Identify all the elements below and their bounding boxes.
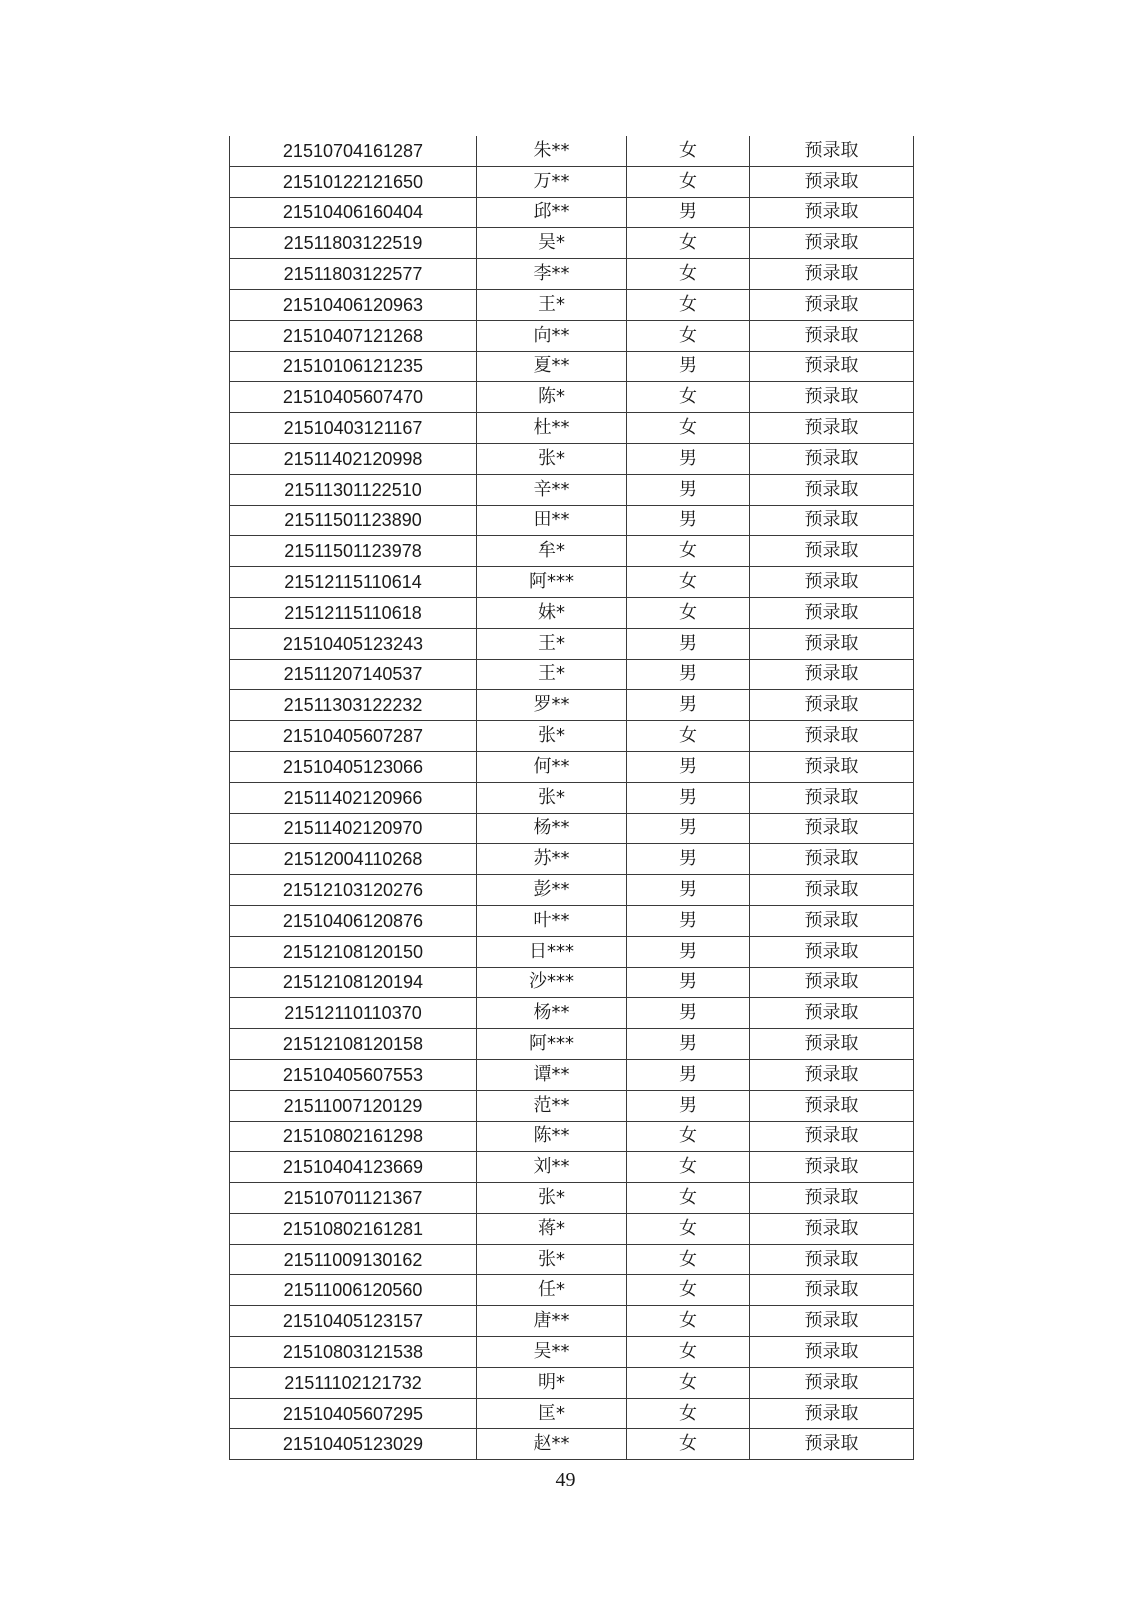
candidate-id-cell: 21510701121367 bbox=[230, 1183, 477, 1214]
admission-status-cell: 预录取 bbox=[750, 382, 914, 413]
candidate-gender-cell: 男 bbox=[627, 1059, 750, 1090]
admission-status-cell: 预录取 bbox=[750, 228, 914, 259]
admission-status-cell: 预录取 bbox=[750, 1367, 914, 1398]
table-row bbox=[230, 1398, 914, 1429]
candidate-name-cell: 向** bbox=[477, 320, 627, 351]
table-row bbox=[230, 597, 914, 628]
candidate-id-cell: 21510405607553 bbox=[230, 1059, 477, 1090]
admission-status-cell: 预录取 bbox=[750, 690, 914, 721]
candidate-gender-cell: 女 bbox=[627, 536, 750, 567]
candidate-gender-cell: 男 bbox=[627, 443, 750, 474]
candidate-name-cell: 谭** bbox=[477, 1059, 627, 1090]
table-row bbox=[230, 413, 914, 444]
admission-status-cell: 预录取 bbox=[750, 1059, 914, 1090]
candidate-id-cell: 21510406160404 bbox=[230, 197, 477, 228]
candidate-gender-cell: 女 bbox=[627, 382, 750, 413]
candidate-gender-cell: 女 bbox=[627, 597, 750, 628]
candidate-gender-cell: 男 bbox=[627, 690, 750, 721]
table-row bbox=[230, 1367, 914, 1398]
candidate-name-cell: 辛** bbox=[477, 474, 627, 505]
candidate-id-cell: 21510803121538 bbox=[230, 1337, 477, 1368]
admission-status-cell: 预录取 bbox=[750, 936, 914, 967]
admission-status-cell: 预录取 bbox=[750, 166, 914, 197]
table-row bbox=[230, 628, 914, 659]
candidate-id-cell: 21510405123066 bbox=[230, 751, 477, 782]
admission-status-cell: 预录取 bbox=[750, 474, 914, 505]
table-row bbox=[230, 197, 914, 228]
candidate-id-cell: 21510403121167 bbox=[230, 413, 477, 444]
candidate-gender-cell: 女 bbox=[627, 1275, 750, 1306]
candidate-id-cell: 21510404123669 bbox=[230, 1152, 477, 1183]
table-row bbox=[230, 905, 914, 936]
candidate-id-cell: 21510405607470 bbox=[230, 382, 477, 413]
candidate-name-cell: 王* bbox=[477, 659, 627, 690]
candidate-id-cell: 21511803122519 bbox=[230, 228, 477, 259]
table-row bbox=[230, 1059, 914, 1090]
candidate-gender-cell: 女 bbox=[627, 1213, 750, 1244]
admission-status-cell: 预录取 bbox=[750, 1152, 914, 1183]
admission-status-cell: 预录取 bbox=[750, 628, 914, 659]
table-row bbox=[230, 1121, 914, 1152]
candidate-gender-cell: 男 bbox=[627, 351, 750, 382]
candidate-gender-cell: 女 bbox=[627, 1337, 750, 1368]
admission-status-cell: 预录取 bbox=[750, 844, 914, 875]
candidate-gender-cell: 女 bbox=[627, 1183, 750, 1214]
admission-status-cell: 预录取 bbox=[750, 875, 914, 906]
admission-status-cell: 预录取 bbox=[750, 905, 914, 936]
table-row bbox=[230, 1429, 914, 1460]
table-row bbox=[230, 659, 914, 690]
candidate-gender-cell: 男 bbox=[627, 905, 750, 936]
candidate-name-cell: 王* bbox=[477, 289, 627, 320]
candidate-gender-cell: 男 bbox=[627, 844, 750, 875]
candidate-id-cell: 21510122121650 bbox=[230, 166, 477, 197]
table-row bbox=[230, 1275, 914, 1306]
candidate-id-cell: 21512108120158 bbox=[230, 1029, 477, 1060]
candidate-gender-cell: 女 bbox=[627, 567, 750, 598]
candidate-id-cell: 21512103120276 bbox=[230, 875, 477, 906]
candidate-gender-cell: 女 bbox=[627, 136, 750, 166]
table-row bbox=[230, 1029, 914, 1060]
table-row bbox=[230, 1244, 914, 1275]
candidate-name-cell: 陈* bbox=[477, 382, 627, 413]
candidate-id-cell: 21512115110614 bbox=[230, 567, 477, 598]
table-row bbox=[230, 721, 914, 752]
admission-status-cell: 预录取 bbox=[750, 1275, 914, 1306]
admission-status-cell: 预录取 bbox=[750, 782, 914, 813]
admission-status-cell: 预录取 bbox=[750, 998, 914, 1029]
table-row bbox=[230, 998, 914, 1029]
table-row bbox=[230, 228, 914, 259]
admission-status-cell: 预录取 bbox=[750, 751, 914, 782]
table-row bbox=[230, 289, 914, 320]
admission-status-cell: 预录取 bbox=[750, 505, 914, 536]
candidate-id-cell: 21511501123978 bbox=[230, 536, 477, 567]
table-row bbox=[230, 382, 914, 413]
candidate-gender-cell: 女 bbox=[627, 1398, 750, 1429]
candidate-id-cell: 21511301122510 bbox=[230, 474, 477, 505]
candidate-id-cell: 21510405123157 bbox=[230, 1306, 477, 1337]
candidate-name-cell: 叶** bbox=[477, 905, 627, 936]
candidate-id-cell: 21510106121235 bbox=[230, 351, 477, 382]
candidate-id-cell: 21511102121732 bbox=[230, 1367, 477, 1398]
table-row bbox=[230, 505, 914, 536]
table-row bbox=[230, 351, 914, 382]
candidate-name-cell: 杜** bbox=[477, 413, 627, 444]
table-row bbox=[230, 1306, 914, 1337]
candidate-gender-cell: 女 bbox=[627, 320, 750, 351]
candidate-gender-cell: 男 bbox=[627, 628, 750, 659]
candidate-id-cell: 21510406120876 bbox=[230, 905, 477, 936]
candidate-name-cell: 张* bbox=[477, 1244, 627, 1275]
table-row bbox=[230, 136, 914, 166]
candidate-gender-cell: 女 bbox=[627, 1306, 750, 1337]
candidate-name-cell: 赵** bbox=[477, 1429, 627, 1460]
candidate-gender-cell: 男 bbox=[627, 813, 750, 844]
candidate-gender-cell: 女 bbox=[627, 413, 750, 444]
candidate-name-cell: 夏** bbox=[477, 351, 627, 382]
admission-status-cell: 预录取 bbox=[750, 536, 914, 567]
table-row bbox=[230, 782, 914, 813]
table-row bbox=[230, 936, 914, 967]
table-row bbox=[230, 474, 914, 505]
candidate-gender-cell: 男 bbox=[627, 967, 750, 998]
candidate-name-cell: 日*** bbox=[477, 936, 627, 967]
candidate-name-cell: 刘** bbox=[477, 1152, 627, 1183]
page-number: 49 bbox=[555, 1469, 576, 1491]
candidate-gender-cell: 男 bbox=[627, 505, 750, 536]
candidate-id-cell: 21511402120966 bbox=[230, 782, 477, 813]
admission-status-cell: 预录取 bbox=[750, 1183, 914, 1214]
admission-status-cell: 预录取 bbox=[750, 1429, 914, 1460]
admission-status-cell: 预录取 bbox=[750, 197, 914, 228]
admission-status-cell: 预录取 bbox=[750, 1244, 914, 1275]
candidate-gender-cell: 女 bbox=[627, 1429, 750, 1460]
admission-status-cell: 预录取 bbox=[750, 1029, 914, 1060]
candidate-name-cell: 陈** bbox=[477, 1121, 627, 1152]
candidate-name-cell: 范** bbox=[477, 1090, 627, 1121]
candidate-gender-cell: 男 bbox=[627, 875, 750, 906]
table-row bbox=[230, 536, 914, 567]
candidate-gender-cell: 女 bbox=[627, 721, 750, 752]
candidate-name-cell: 阿*** bbox=[477, 567, 627, 598]
table-row bbox=[230, 844, 914, 875]
candidate-name-cell: 朱** bbox=[477, 136, 627, 166]
candidate-gender-cell: 女 bbox=[627, 289, 750, 320]
table-row bbox=[230, 1152, 914, 1183]
candidate-id-cell: 21511803122577 bbox=[230, 259, 477, 290]
candidate-name-cell: 杨** bbox=[477, 813, 627, 844]
table-row bbox=[230, 259, 914, 290]
candidate-id-cell: 21512108120194 bbox=[230, 967, 477, 998]
candidate-gender-cell: 女 bbox=[627, 259, 750, 290]
candidate-id-cell: 21512110110370 bbox=[230, 998, 477, 1029]
candidate-name-cell: 王* bbox=[477, 628, 627, 659]
candidate-name-cell: 邱** bbox=[477, 197, 627, 228]
candidate-name-cell: 匡* bbox=[477, 1398, 627, 1429]
candidate-name-cell: 明* bbox=[477, 1367, 627, 1398]
table-row bbox=[230, 443, 914, 474]
admission-status-cell: 预录取 bbox=[750, 1337, 914, 1368]
candidate-gender-cell: 女 bbox=[627, 166, 750, 197]
candidate-id-cell: 21510405607295 bbox=[230, 1398, 477, 1429]
candidate-id-cell: 21512004110268 bbox=[230, 844, 477, 875]
candidate-name-cell: 杨** bbox=[477, 998, 627, 1029]
candidate-gender-cell: 男 bbox=[627, 751, 750, 782]
admission-status-cell: 预录取 bbox=[750, 1306, 914, 1337]
table-row bbox=[230, 320, 914, 351]
admission-status-cell: 预录取 bbox=[750, 567, 914, 598]
candidate-id-cell: 21511207140537 bbox=[230, 659, 477, 690]
candidate-name-cell: 唐** bbox=[477, 1306, 627, 1337]
admission-status-cell: 预录取 bbox=[750, 1121, 914, 1152]
candidate-id-cell: 21511303122232 bbox=[230, 690, 477, 721]
candidate-name-cell: 吴* bbox=[477, 228, 627, 259]
table-row bbox=[230, 166, 914, 197]
admission-status-cell: 预录取 bbox=[750, 1090, 914, 1121]
candidate-gender-cell: 男 bbox=[627, 474, 750, 505]
table-row bbox=[230, 1337, 914, 1368]
candidate-name-cell: 张* bbox=[477, 443, 627, 474]
candidate-gender-cell: 女 bbox=[627, 1152, 750, 1183]
table-row bbox=[230, 1090, 914, 1121]
candidate-gender-cell: 男 bbox=[627, 197, 750, 228]
candidate-id-cell: 21510405123029 bbox=[230, 1429, 477, 1460]
candidate-name-cell: 阿*** bbox=[477, 1029, 627, 1060]
candidate-id-cell: 21510802161298 bbox=[230, 1121, 477, 1152]
candidate-name-cell: 彭** bbox=[477, 875, 627, 906]
admission-status-cell: 预录取 bbox=[750, 259, 914, 290]
candidate-id-cell: 21510405607287 bbox=[230, 721, 477, 752]
candidate-name-cell: 沙*** bbox=[477, 967, 627, 998]
candidate-id-cell: 21510406120963 bbox=[230, 289, 477, 320]
candidate-name-cell: 任* bbox=[477, 1275, 627, 1306]
candidate-id-cell: 21511007120129 bbox=[230, 1090, 477, 1121]
admission-status-cell: 预录取 bbox=[750, 320, 914, 351]
candidate-name-cell: 妹* bbox=[477, 597, 627, 628]
candidate-gender-cell: 男 bbox=[627, 1029, 750, 1060]
table-row bbox=[230, 967, 914, 998]
admission-status-cell: 预录取 bbox=[750, 813, 914, 844]
table-row bbox=[230, 690, 914, 721]
candidate-name-cell: 苏** bbox=[477, 844, 627, 875]
table-row bbox=[230, 567, 914, 598]
candidate-gender-cell: 女 bbox=[627, 1244, 750, 1275]
candidate-name-cell: 蒋* bbox=[477, 1213, 627, 1244]
admission-status-cell: 预录取 bbox=[750, 289, 914, 320]
candidate-name-cell: 何** bbox=[477, 751, 627, 782]
table-row bbox=[230, 875, 914, 906]
candidate-id-cell: 21511402120970 bbox=[230, 813, 477, 844]
candidate-id-cell: 21511009130162 bbox=[230, 1244, 477, 1275]
admission-status-cell: 预录取 bbox=[750, 967, 914, 998]
candidate-id-cell: 21510802161281 bbox=[230, 1213, 477, 1244]
admission-status-cell: 预录取 bbox=[750, 351, 914, 382]
table-row bbox=[230, 813, 914, 844]
admission-status-cell: 预录取 bbox=[750, 413, 914, 444]
candidate-id-cell: 21510405123243 bbox=[230, 628, 477, 659]
admission-status-cell: 预录取 bbox=[750, 721, 914, 752]
admission-table bbox=[229, 136, 914, 1460]
candidate-gender-cell: 女 bbox=[627, 1367, 750, 1398]
candidate-name-cell: 吴** bbox=[477, 1337, 627, 1368]
candidate-gender-cell: 女 bbox=[627, 1121, 750, 1152]
candidate-name-cell: 张* bbox=[477, 1183, 627, 1214]
candidate-name-cell: 张* bbox=[477, 782, 627, 813]
candidate-name-cell: 李** bbox=[477, 259, 627, 290]
candidate-gender-cell: 男 bbox=[627, 659, 750, 690]
candidate-id-cell: 21512108120150 bbox=[230, 936, 477, 967]
candidate-name-cell: 田** bbox=[477, 505, 627, 536]
table-row bbox=[230, 751, 914, 782]
admission-status-cell: 预录取 bbox=[750, 1213, 914, 1244]
candidate-id-cell: 21510407121268 bbox=[230, 320, 477, 351]
admission-status-cell: 预录取 bbox=[750, 443, 914, 474]
candidate-name-cell: 万** bbox=[477, 166, 627, 197]
candidate-id-cell: 21510704161287 bbox=[230, 136, 477, 166]
admission-table-body bbox=[230, 136, 914, 1460]
candidate-gender-cell: 男 bbox=[627, 782, 750, 813]
admission-status-cell: 预录取 bbox=[750, 136, 914, 166]
table-row bbox=[230, 1183, 914, 1214]
admission-status-cell: 预录取 bbox=[750, 1398, 914, 1429]
candidate-name-cell: 罗** bbox=[477, 690, 627, 721]
candidate-id-cell: 21511402120998 bbox=[230, 443, 477, 474]
candidate-gender-cell: 女 bbox=[627, 228, 750, 259]
candidate-id-cell: 21511006120560 bbox=[230, 1275, 477, 1306]
candidate-gender-cell: 男 bbox=[627, 1090, 750, 1121]
candidate-name-cell: 张* bbox=[477, 721, 627, 752]
candidate-gender-cell: 男 bbox=[627, 998, 750, 1029]
admission-status-cell: 预录取 bbox=[750, 597, 914, 628]
candidate-gender-cell: 男 bbox=[627, 936, 750, 967]
candidate-id-cell: 21512115110618 bbox=[230, 597, 477, 628]
table-row bbox=[230, 1213, 914, 1244]
admission-status-cell: 预录取 bbox=[750, 659, 914, 690]
candidate-id-cell: 21511501123890 bbox=[230, 505, 477, 536]
candidate-name-cell: 牟* bbox=[477, 536, 627, 567]
